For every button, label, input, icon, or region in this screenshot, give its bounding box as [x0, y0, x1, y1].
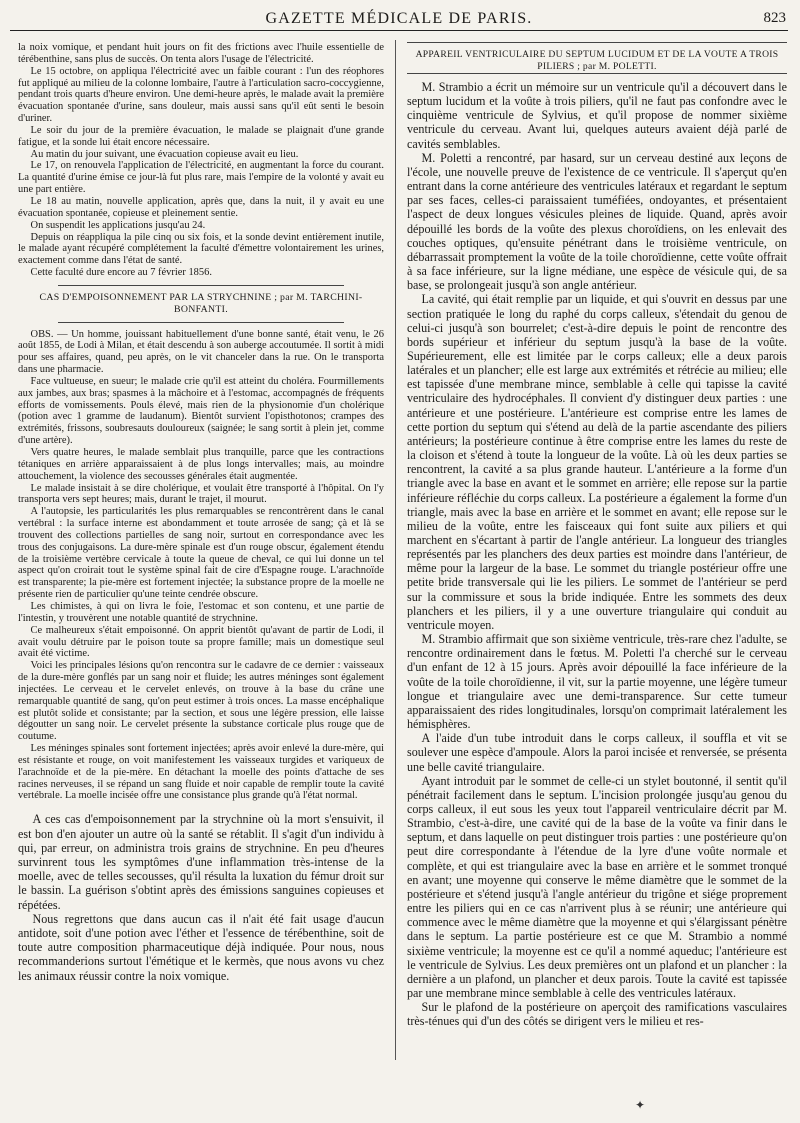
section-rule — [407, 42, 787, 43]
page-header — [10, 4, 788, 31]
paragraph: Au matin du jour suivant, une évacuation copieuse avait eu lieu. — [30, 148, 299, 160]
left-column — [18, 42, 384, 1112]
article-title: CAS D'EMPOISONNEMENT PAR LA STRYCHNINE ; par M. TARCHINI-BONFANTI. — [39, 291, 363, 315]
column-divider — [395, 40, 396, 1060]
section-rule — [58, 285, 344, 286]
paragraph: M. Strambio affirmait que son sixième ventricule, très-rare chez l'adulte, se rencontre ordinairement dans le fœtus. M. Poletti l'a cherché sur le cerveau d'un enfant de 12 à 15 jours. Après avoir dépouillé la face inférieure de la voûte de la toile choroïdienne, il vit, sur la partie moyenne, une légère tumeur longue et triangulaire avec une demi-transparence. Sur cette tumeur apparaissaient des rides longitudinales, lorsqu'on comprimait latéralement les hémisphères. — [407, 632, 787, 732]
paragraph: Sur le plafond de la postérieure on aperçoit des ramifications vasculaires très-ténues qui d'un des côtés se dirigent vers le milieu et res- — [407, 1000, 787, 1029]
page-number: 823 — [763, 10, 786, 26]
paragraph: Cette faculté dure encore au 7 février 1856. — [30, 267, 212, 279]
paragraph: Le 17, on renouvela l'application de l'électricité, en augmentant la force du courant. La quantité d'urine émise ce jour-là fut plus rare, mais l'empire de la volonté y avait eu une part entière. — [18, 160, 384, 196]
paragraph: A l'autopsie, les particularités les plus remarquables se rencontrèrent dans le canal vertébral : la surface interne est abondamment et toute arrosée de sang; çà et là se trouvent des collections partielles de sang noir, surtout en correspondance avec les trous des conjugaisons. La dure-mère spinale est d'un rouge obscur, également étendu de la troisième vertèbre cervicale à toute la queue de cheval, ce qui lui donne un tel aspect qu'on croirait tout le système spinal fait de cire d'Espagne rouge. L'arachnoïde est transparente; la pie-mère est fortement injectée; la substance propre de la moelle ne présente rien de particulier qu'une teinte cendrée obscure. — [18, 506, 384, 601]
paragraph: A ces cas d'empoisonnement par la strychnine où la mort s'ensuivit, il est bon d'en ajouter un autre où la santé se rétablit. Il s'agit d'un individu à qui, par erreur, on administra trois grains de strychnine. En peu d'heures survinrent tous les symptômes d'une inflammation très-intense de la moelle, avec de telles secousses, qu'il résulta la luxation du fémur droit sur le bassin. La guérison s'obtint après des émissions sanguines copieuses et répétées. — [18, 812, 384, 912]
paragraph: Depuis on réappliqua la pile cinq ou six fois, et la sonde devint entièrement inutile, le malade ayant récupéré complétement la faculté d'émettre volontairement les urines, exactement comme dans l'état de santé. — [18, 231, 384, 267]
paragraph: Vers quatre heures, le malade semblait plus tranquille, parce que les contractions tétaniques en arrière apparaissaient à de plus longs intervalles; mais, au moindre attouchement, la violence des secousses générales était augmentée. — [18, 447, 384, 482]
paragraph: La cavité, qui était remplie par un liquide, et qui s'ouvrit en dessus par une section pratiquée le long du raphé du corps calleux, s'étendait du genou de celui-ci jusqu'à son bourrelet; c'est-à-dire depuis le point de rencontre des bords supérieur et inférieur du septum jusqu'à la base de la voûte. Supérieurement, elle est limitée par le corps calleux; elle a deux parois latérales et un plancher; elle est large aux extrémités et rétrécie au milieu; elle est tapissée d'une membrane mince, semblable à celle qui tapisse la cavité ventriculaire des hydrocéphales. Il convient d'y distinguer deux parties : une antérieure et une postérieure. L'antérieure est comprise entre les lames de cette portion du septum qui s'étend au delà de la partie ascendante des piliers antérieurs; la postérieure continue à être comprise entre les lames du reste de la cloison et s'étend à toute la longueur de la voûte. Là où les deux parties se rencontrent, la cavité a sa plus grande hauteur. L'antérieure a la forme d'un triangle avec la base en avant et le sommet en arrière; elle repose sur la partie inférieure réfléchie du corps calleux. La postérieure a également la forme d'un triangle, mais avec la base en arrière et le sommet en avant; elle repose sur le milieu de la voûte, entre les faisceaux qui font suite aux piliers et qui marchent en s'écartant à partir de l'angle antérieur. La longueur des triangles représentés par les planchers des deux parties est moindre dans l'antérieur, de même pour la largeur de la base. Le sommet du triangle postérieur offre une petite bride transversale qui lie les piliers. Le sommet de l'antérieur se perd sur la commissure et sous la bride indiquée. Entre les sommets des deux planchers et les piliers, il y a une ouverture triangulaire qui conduit au ventricule moyen. — [407, 292, 787, 632]
section-rule — [58, 322, 344, 323]
paragraph: A l'aide d'un tube introduit dans le corps calleux, il souffla et vit se soulever une espèce d'ampoule. Alors la paroi incisée et renversée, se présenta une belle cavité triangulaire. — [407, 731, 787, 774]
right-column — [407, 42, 787, 1102]
journal-title: GAZETTE MÉDICALE DE PARIS. — [265, 10, 533, 27]
paragraph: On suspendit les applications jusqu'au 24. — [30, 219, 206, 231]
spacer — [18, 802, 384, 812]
paragraph: Le 18 au matin, nouvelle application, après que, dans la nuit, il y avait eu une évacuation spontanée, copieuse et pleinement sentie. — [18, 195, 384, 219]
paragraph: Nous regrettons que dans aucun cas il n'ait été fait usage d'aucun antidote, soit d'une potion avec l'éther et l'essence de térébenthine, soit de toute autre composition pharmaceutique déjà indiquée. Pour nous, nous recommanderions surtout l'émétique et le kermès, que nous avons vu chez les animaux réussir contre la noix vomique. — [18, 911, 384, 983]
paragraph: la noix vomique, et pendant huit jours on fit des frictions avec l'huile essentielle de térébenthine, sans plus de succès. On tenta alors l'usage de l'électricité. — [18, 42, 384, 65]
paragraph: Voici les principales lésions qu'on rencontra sur le cadavre de ce dernier : vaisseaux de la dure-mère gonflés par un sang noir et fluide; les autres méninges sont également injectées. Le cerveau et le cervelet enlevés, on trouve à la base du crâne une remarquable quantité de sang, qu'on peut estimer à trois onces. La masse encéphalique est plutôt solide et consistante; par la section, et sous une légère pression, elle laisse dégoutter un sang noir. Le cervelet présente la substance corticale plus rouge que de coutume. — [18, 660, 384, 743]
paragraph: Le soir du jour de la première évacuation, le malade se plaignait d'une grande fatigue, et la sonde lui était encore nécessaire. — [18, 124, 384, 148]
article-title: APPAREIL VENTRICULAIRE DU SEPTUM LUCIDUM ET DE LA VOUTE A TROIS PILIERS ; par M. POLETTI. — [415, 49, 779, 72]
printer-mark-icon: ✦ — [635, 1098, 646, 1112]
paragraph: Le malade insistait à se dire cholérique, et voulait être transporté à l'hôpital. On l'y transporta vers sept heures; mais, durant le trajet, il mourut. — [18, 482, 384, 506]
paragraph: Face vultueuse, en sueur; le malade crie qu'il est atteint du choléra. Fourmillements aux jambes, aux bras; spasmes à la mâchoire et à l'estomac, accompagnés de fréquents efforts de vomissements. Pouls élevé, mais rien de la physionomie d'un cholérique (potion avec 1 gramme de laudanum). Bientôt survient l'opisthotonos; crampes des extrémités, frissons, soubresauts douloureux (saignée; le sang sortit à plein jet, comme d'une artère). — [18, 375, 384, 447]
paragraph: Ce malheureux s'était empoisonné. On apprit bientôt qu'avant de partir de Lodi, il avait voulu détruire par le poison toute sa propre famille; mais un domestique seul avait été victime. — [18, 624, 384, 660]
paragraph: Les méninges spinales sont fortement injectées; après avoir enlevé la dure-mère, qui est résistante et rouge, on voit manifestement les vaisseaux turgides et variqueux de l'arachnoïde et de la pie-mère. En détachant la moelle des points d'attache de ses racines nerveuses, il se répand un sang fluide et noir capable de remplir toute la cavité vertébrale. La moelle incisée offre une consistance plus grande qu'à l'état normal. — [18, 743, 384, 802]
paragraph: OBS. — Un homme, jouissant habituellement d'une bonne santé, était venu, le 26 août 1855, de Lodi à Milan, et était descendu à son auberge accoutumée. Il sortit à midi pour ses affaires, quand, peu après, on le vit chanceler dans la rue. On le transporta dans une pharmacie. — [18, 328, 384, 376]
paragraph: Le 15 octobre, on appliqua l'électricité avec un faible courant : l'un des réophores fut appliqué au milieu de la colonne lombaire, l'autre à l'articulation sacro-coccygienne, pendant trois quarts d'heure environ. Une demi-heure après, le malade avait la première évacuation spontanée d'urine, sans douleur, mais aussi sans qu'il eût senti le besoin d'uriner. — [18, 65, 384, 125]
paragraph: Les chimistes, à qui on livra le foie, l'estomac et son contenu, et une partie de l'intestin, y trouvèrent une notable quantité de strychnine. — [18, 600, 384, 624]
section-rule — [407, 73, 787, 74]
paragraph: M. Strambio a écrit un mémoire sur un ventricule qu'il a découvert dans le septum lucidum et la voûte à trois piliers, qu'il ne faut pas confondre avec le cinquième ventricule de Sylvius, et qu'il propose de nommer sixième ventricule du cerveau. Avant lui, quelques auteurs avaient déjà parlé de cavités semblables. — [407, 80, 787, 151]
paragraph: Ayant introduit par le sommet de celle-ci un stylet boutonné, il sentit qu'il pénétrait facilement dans le septum. L'incision prolongée jusqu'au genou du corps calleux, il eut sous les yeux tout l'appareil ventriculaire décrit par M. Strambio, c'est-à-dire, une cavité qui de la base de la voûte va finir dans le septum, et dans laquelle on peut distinguer trois parties : une postérieure qu'on peut dire correspondante à l'étendue de la lyre d'une voûte normale et complète, et qui est triangulaire avec la base en arrière et le sommet tronqué en avant; une moyenne qui conserve le même diamètre que le sommet de la postérieure et s'étend jusqu'à l'angle antérieur du trigône et siége proprement entre les piliers qui en ce cas n'arrivent plus à se réunir; une antérieure qui commence avec le même diamètre que la moyenne et qui s'élargissant pénètre dans le septum. La partie postérieure est ce que M. Strambio a nommé sixième ventricule; la moyenne est ce qu'il a nommé aqueduc; l'antérieure est le ventricule de Sylvius. Les deux premières ont un plafond et un plancher : la dernière a un plafond, un plancher et deux parois. Toute la cavité est tapissée par une membrane mince semblable à celle des ventricules latéraux. — [407, 773, 787, 1000]
paragraph: M. Poletti a rencontré, par hasard, sur un cerveau destiné aux leçons de l'école, une nouvelle preuve de l'existence de ce ventricule. Il s'aperçut qu'en entrant dans la corne antérieure des ventricules latéraux et regardant le septum par ses faces, celles-ci paraissaient tuméfiées, ondoyantes, et présentaient l'aspect de deux longues vésicules pleines de liquide. Quand, après avoir dépouillé les bords de la voûte des plexus choroïdiens, on les enlevait des couches optiques, qu'ensuite pénétrant dans le troisième ventricule, on débarrassait promptement la voûte de la toile choroïdienne, cette voûte offrait à sa face inférieure, sur la ligne médiane, une espèce de vésicule qui, de sa base, se prolongeait jusqu'à son angle antérieur. — [407, 150, 787, 293]
